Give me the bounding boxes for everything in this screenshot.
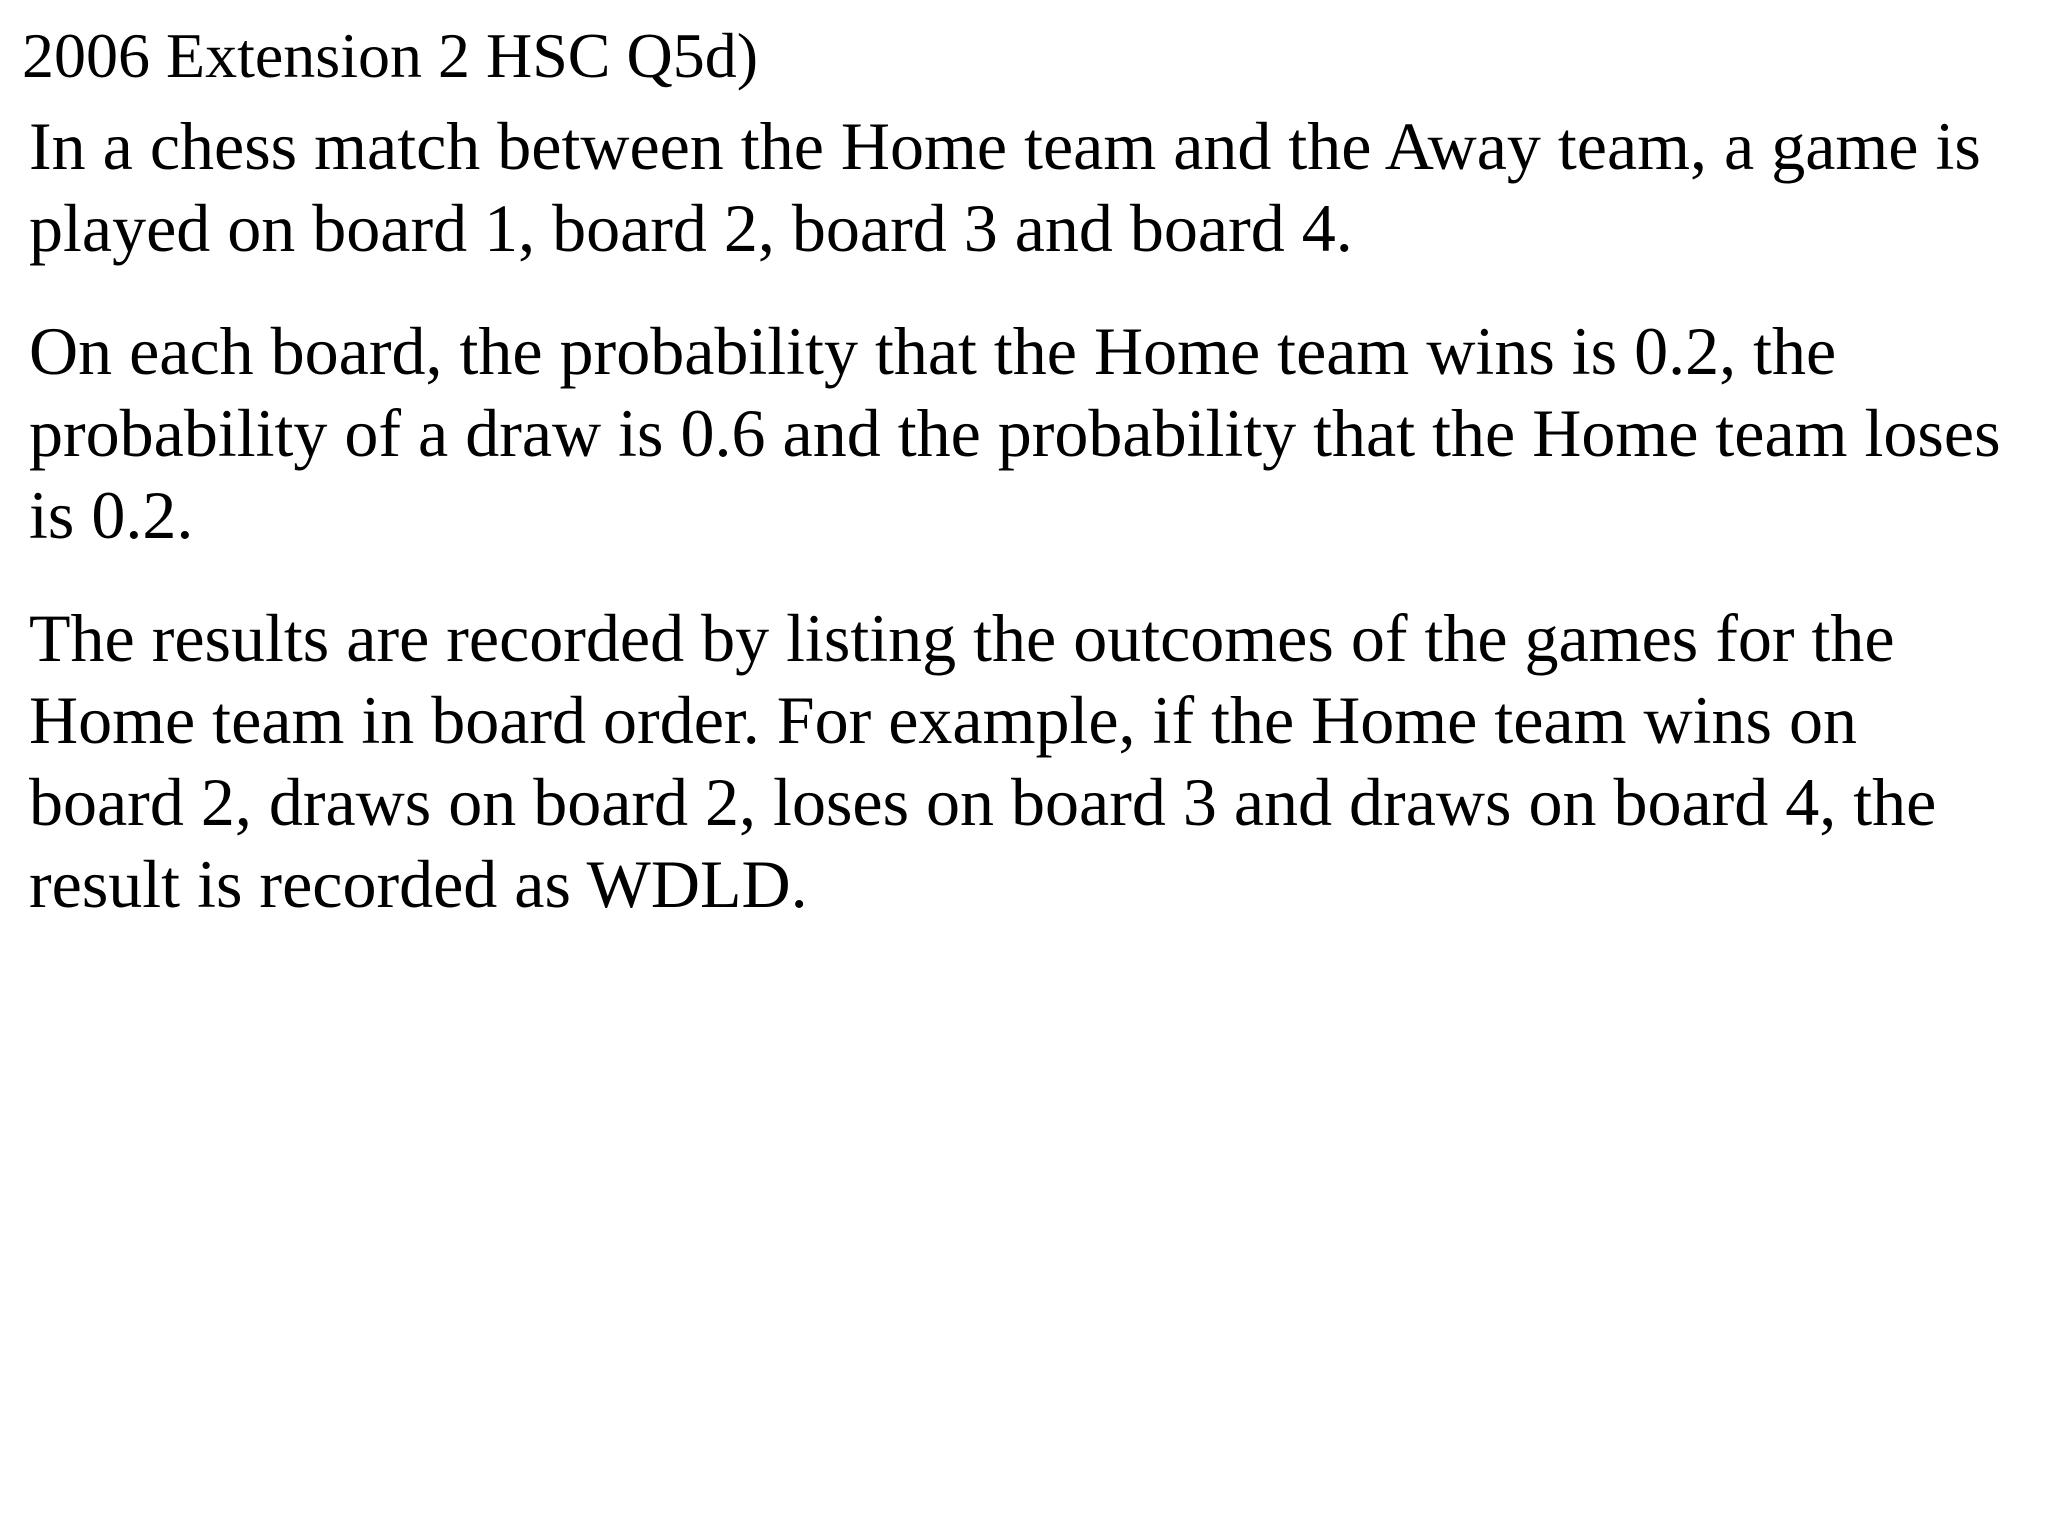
question-heading: 2006 Extension 2 HSC Q5d) xyxy=(22,20,758,91)
text-line: The results are recorded by listing the outcomes of the games for the xyxy=(29,600,1895,676)
text-line: board 2, draws on board 2, loses on board 3 and draws on board 4, the xyxy=(29,764,1937,840)
text-line: On each board, the probability that the Home team wins is 0.2, the xyxy=(29,313,1837,389)
text-line: played on board 1, board 2, board 3 and board 4. xyxy=(29,190,1353,266)
text-line: Home team in board order. For example, if the Home team wins on xyxy=(29,682,1857,758)
text-line: probability of a draw is 0.6 and the probability that the Home team loses xyxy=(29,395,2001,471)
text-line: In a chess match between the Home team and the Away team, a game is xyxy=(29,108,1981,184)
text-line: result is recorded as WDLD. xyxy=(29,846,808,922)
paragraph-recording-rules xyxy=(29,597,2039,925)
text-line: is 0.2. xyxy=(29,477,194,553)
paragraph-match-description xyxy=(29,105,2039,269)
paragraph-probabilities xyxy=(29,310,2039,556)
